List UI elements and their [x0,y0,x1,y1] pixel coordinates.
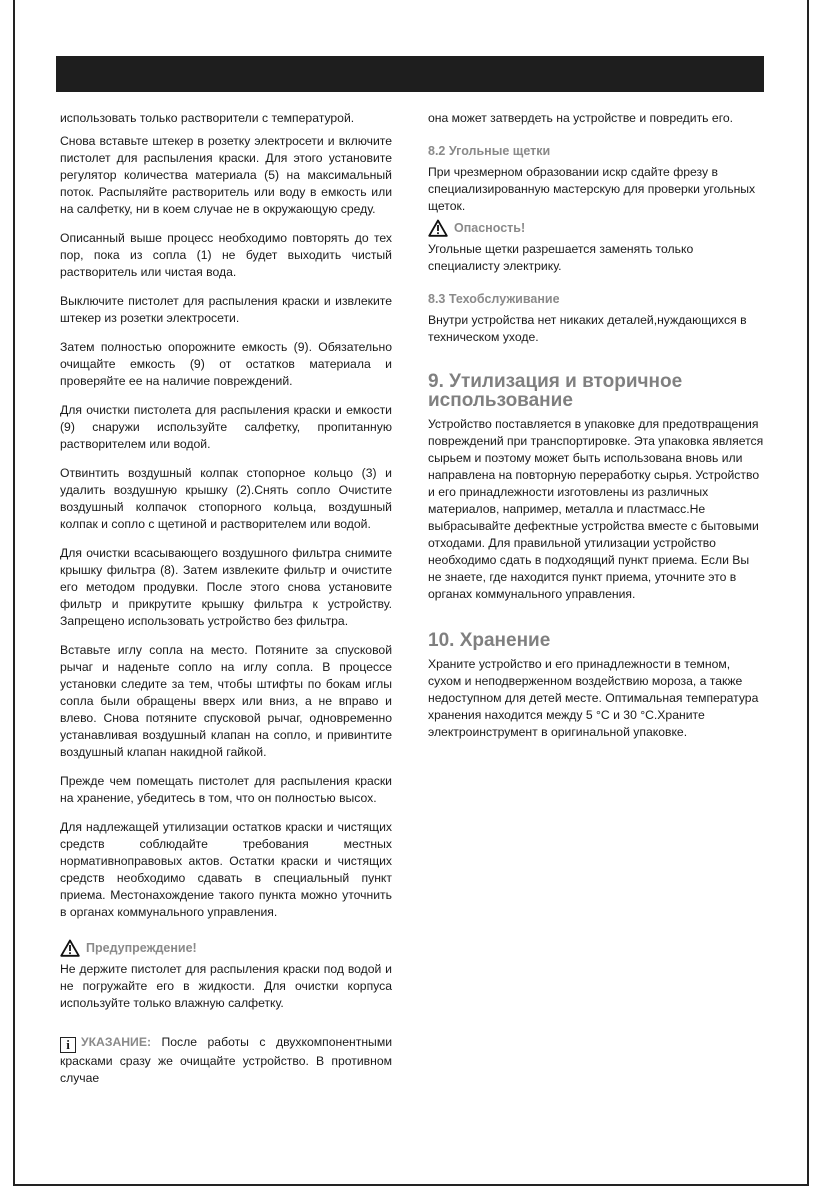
paragraph: Для очистки пистолета для распыления краски и емкости (9) снаружи используйте салфетку, пропитанную растворителем или водой. [60,403,392,451]
paragraph: Затем полностью опорожните емкость (9). Обязательно очищайте емкость (9) от остатков материала и проверяйте ее на наличие повреждений. [60,340,392,388]
left-column [60,110,392,1099]
paragraph: Для очистки всасывающего воздушного фильтра снимите крышку фильтра (8). Затем извлеките фильтр и очистите его методом продувки. После этого снова установите фильтр и прикрутите крышку фильтра к устройству. Запрещено использовать устройство без фильтра. [60,546,392,628]
paragraph: Выключите пистолет для распыления краски и извлеките штекер из розетки электросети. [60,294,392,325]
danger-title: Опасность! [454,220,526,235]
brushes-text: При чрезмерном образовании искр сдайте фрезу в специализированную мастерскую для проверки угольных щеток. [428,165,756,213]
paragraph: Для надлежащей утилизации остатков краски и чистящих средств соблюдайте требования местных нормативноправовых актов. Остатки краски и чистящих средств необходимо сдавать в специальный пункт приема. Местонахождение такого пункта можно уточнить в органах коммунального управления. [60,820,392,919]
right-column [428,110,764,751]
storage-text: Храните устройство и его принадлежности в темном, сухом и неподверженном воздействию мороза, а также недоступном для детей месте. Оптимальная температура хранения находится между 5 °C и 30 °C.Храните электроинструмент в оригинальной упаковке. [428,657,759,739]
note-label: УКАЗАНИЕ: [81,1035,152,1049]
brushes-heading: 8.2 Угольные щетки [428,144,551,158]
warning-title: Предупреждение! [86,940,197,955]
note-paragraph [60,1034,392,1087]
header-bar [56,56,764,92]
paragraph: Снова вставьте штекер в розетку электросети и включите пистолет для распыления краски. Для этого установите регулятор количества материала (5) на максимальный поток. Распыляйте растворитель или воду в емкость или на салфетку, ни в коем случае не в окружающую среду. [60,134,392,216]
paragraph: Прежде чем помещать пистолет для распыления краски на хранение, убедитесь в том, что он полностью высох. [60,774,392,805]
warning-triangle-icon [428,219,448,237]
danger-heading [428,219,764,237]
paragraph: Отвинтить воздушный колпак стопорное кольцо (3) и удалить воздушную крышку (2).Снять сопло Очистите воздушный колпачок стопорного кольца, воздушный колпак и сопло с щетиной и растворителем или водой. [60,466,392,531]
warning-heading [60,939,392,957]
continuation-text: она может затвердеть на устройстве и повредить его. [428,111,734,125]
info-icon: i [60,1037,76,1053]
service-text: Внутри устройства нет никаких деталей,нуждающихся в техническом уходе. [428,313,747,344]
danger-text: Угольные щетки разрешается заменять только специалисту электрику. [428,242,694,273]
service-heading: 8.3 Техобслуживание [428,292,560,306]
paragraph: использовать только растворители с температурой. [60,111,355,125]
disposal-text: Устройство поставляется в упаковке для предотвращения повреждений при транспортировке. Эта упаковка является сырьем и поэтому может быть использована вновь или направлена на повторную переработку сырья. Устройство и его принадлежности изготовлены из различных материалов, например, металла и пластмасс.Не выбрасывайте дефектные устройства вместе с бытовыми отходами. Для правильной утилизации устройство необходимо сдать в подходящий пункт приема. Если Вы не знаете, где находится пункт приема, уточните это в органах коммунального управления. [428,417,764,601]
warning-triangle-icon [60,939,80,957]
paragraph: Вставьте иглу сопла на место. Потяните за спусковой рычаг и наденьте сопло на иглу сопла. В процессе установки следите за тем, чтобы штифты по бокам иглы сопла были обращены вверх или вниз, а не вправо и влево. Снова потяните спусковой рычаг, одновременно устанавливая воздушный клапан на сопло, и привинтите воздушный клапан накидной гайкой. [60,643,392,759]
disposal-heading: 9. Утилизация и вторичное использование [428,371,683,411]
note-text: После работы с двухкомпонентными красками сразу же очищайте устройство. В противном случае [60,1035,393,1085]
warning-text: Не держите пистолет для распыления краски под водой и не погружайте его в жидкости. Для очистки корпуса используйте только влажную салфетку. [60,962,392,1010]
paragraph: Описанный выше процесс необходимо повторять до тех пор, пока из сопла (1) не будет выходить чистый растворитель или чистая вода. [60,231,392,279]
storage-heading: 10. Хранение [428,630,551,651]
